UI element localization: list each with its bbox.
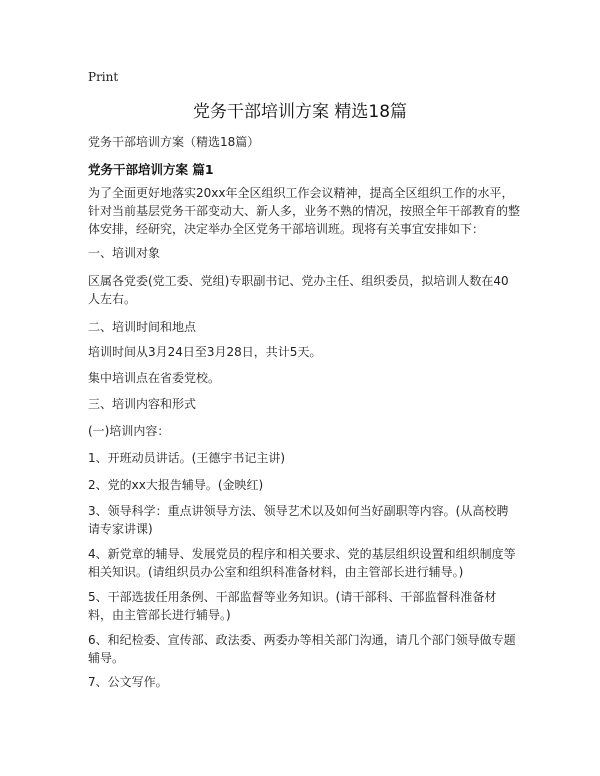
heading-content-form: 三、培训内容和形式 — [88, 397, 197, 411]
list-item-2: 2、党的xx大报告辅导。(金映红) — [88, 478, 264, 492]
heading-time-location: 二、培训时间和地点 — [88, 320, 197, 334]
paragraph-training-location: 集中培训点在省委党校。 — [88, 371, 221, 385]
intro-paragraph: 为了全面更好地落实20xx年全区组织工作会议精神，提高全区组织工作的水平，针对当前基层党务干部变动大、新人多，业务不熟的情况，按照全年干部教育的整体安排，经研究，决定举办全区党务干部培训班。现将有关事宜安排如下： — [88, 186, 521, 236]
heading-training-targets: 一、培训对象 — [88, 246, 161, 260]
document-title: 党务干部培训方案 精选18篇 — [192, 102, 408, 122]
subheading-content: (一)培训内容： — [88, 424, 170, 438]
list-item-5: 5、干部选拔任用条例、干部监督等业务知识。(请干部科、干部监督科准备材料，由主管部长进行辅导。) — [88, 590, 497, 622]
paragraph-training-time: 培训时间从3月24日至3月28日，共计5天。 — [88, 345, 322, 359]
list-item-3: 3、领导科学：重点讲领导方法、领导艺术以及如何当好副职等内容。(从高校聘请专家讲课) — [88, 504, 509, 536]
document-subtitle: 党务干部培训方案（精选18篇） — [88, 135, 260, 149]
paragraph-training-targets: 区属各党委(党工委、党组)专职副书记、党办主任、组织委员，拟培训人数在40人左右。 — [88, 274, 509, 306]
section-title: 党务干部培训方案 篇1 — [88, 162, 214, 177]
list-item-1: 1、开班动员讲话。(王德宇书记主讲) — [88, 451, 285, 465]
list-item-6: 6、和纪检委、宣传部、政法委、两委办等相关部门沟通，请几个部门领导做专题辅导。 — [88, 633, 516, 665]
list-item-4: 4、新党章的辅导、发展党员的程序和相关要求、党的基层组织设置和组织制度等相关知识。(请组织员办公室和组织科准备材料，由主管部长进行辅导。) — [88, 547, 516, 579]
list-item-7: 7、公文写作。 — [88, 675, 168, 689]
print-label: Print — [88, 70, 119, 84]
